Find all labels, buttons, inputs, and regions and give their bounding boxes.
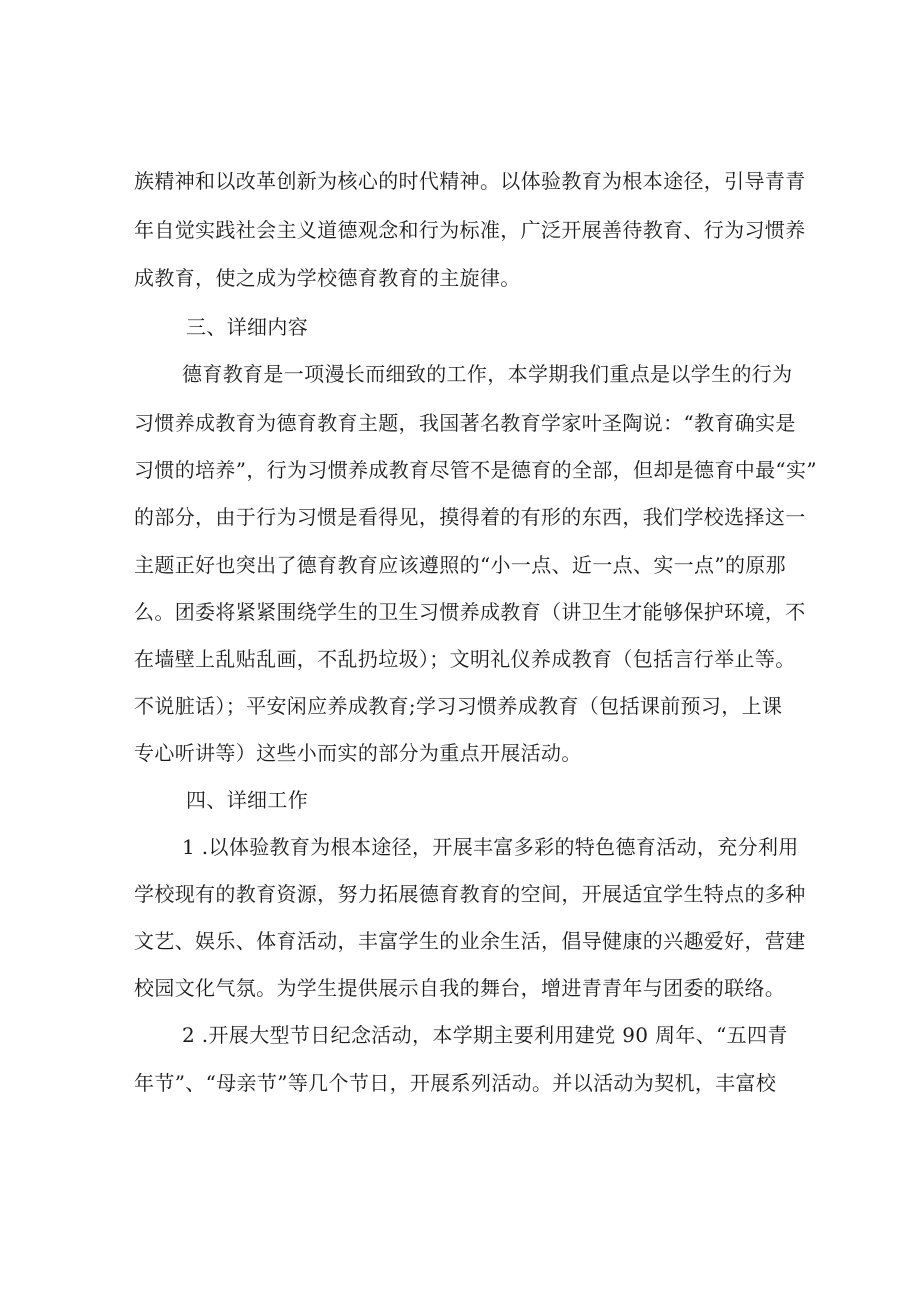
item-1-line-2: 学校现有的教育资源，努力拓展德育教育的空间，开展适宜学生特点的多种 [134,882,806,906]
paragraph-1-line-2: 年自觉实践社会主义道德观念和行为标准，广泛开展善待教育、行为习惯养 [134,218,806,242]
item-1-line-1: 1 .以体验教育为根本途径，开展丰富多彩的特色德育活动，充分利用 [182,835,799,859]
paragraph-1-line-1: 族精神和以改革创新为核心的时代精神。以体验教育为根本途径，引导青青 [134,169,806,193]
paragraph-2-line-7: 在墙壁上乱贴乱画，不乱扔垃圾）；文明礼仪养成教育（包括言行举止等。 [134,647,796,671]
item-1-line-3: 文艺、娱乐、体育活动，丰富学生的业余生活，倡导健康的兴趣爱好，营建 [134,929,806,953]
paragraph-2-line-3: 习惯的培养”，行为习惯养成教育尽管不是德育的全部，但却是德育中最“实” [134,458,817,482]
paragraph-2-line-4: 的部分，由于行为习惯是看得见，摸得着的有形的东西，我们学校选择这一 [134,505,806,529]
section-heading-3: 三、详细内容 [186,315,309,339]
item-2-line-2: 年节”、“母亲节”等几个节日，开展系列活动。并以活动为契机，丰富校 [134,1071,777,1095]
item-2-line-1: 2 .开展大型节日纪念活动，本学期主要利用建党 90 周年、“五四青 [182,1023,788,1047]
section-heading-4: 四、详细工作 [186,788,309,812]
paragraph-2-line-2: 习惯养成教育为德育教育主题，我国著名教育学家叶圣陶说：“教育确实是 [134,411,796,435]
paragraph-1-line-3: 成教育，使之成为学校德育教育的主旋律。 [134,266,521,290]
paragraph-2-line-8: 不说脏话）；平安闲应养成教育;学习习惯养成教育（包括课前预习，上课 [134,694,783,718]
paragraph-2-line-1: 德育教育是一项漫长而细致的工作，本学期我们重点是以学生的行为 [182,362,793,386]
paragraph-2-line-6: 么。团委将紧紧围绕学生的卫生习惯养成教育（讲卫生才能够保护环境，不 [134,600,806,624]
paragraph-2-line-9: 专心听讲等）这些小而实的部分为重点开展活动。 [134,741,582,765]
paragraph-2-line-5: 主题正好也突出了德育教育应该遵照的“小一点、近一点、实一点”的原那 [134,553,786,577]
item-1-line-4: 校园文化气氛。为学生提供展示自我的舞台，增进青青年与团委的联络。 [134,976,786,1000]
